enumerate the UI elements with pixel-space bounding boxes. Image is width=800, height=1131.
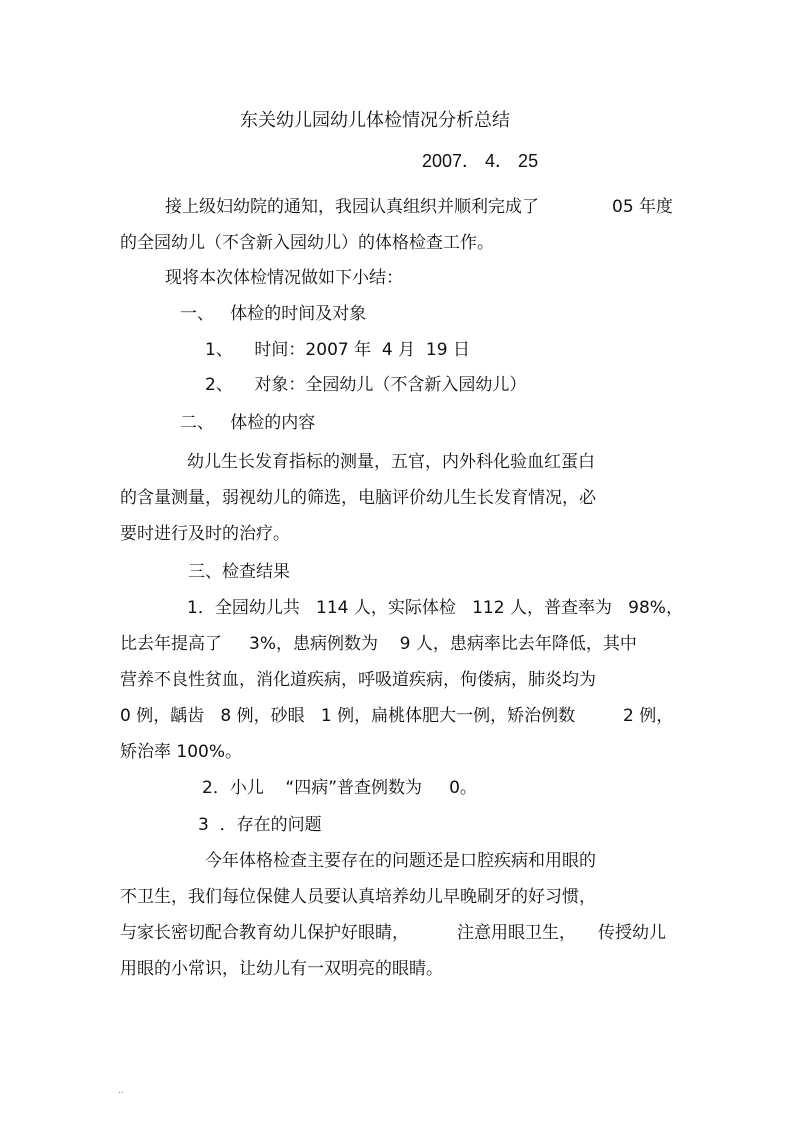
section-3-heading: 三、检查结果 — [188, 562, 290, 582]
footer-mark: .. — [118, 1086, 124, 1096]
document-date: 2007． 4． 25 — [422, 151, 539, 171]
result-3-heading: 3 ．存在的问题 — [198, 815, 322, 835]
section-2-para-line-3: 要时进行及时的治疗。 — [120, 524, 290, 544]
result-2: 2．小儿 “四病”普查例数为 0。 — [202, 778, 477, 798]
intro-line-2: 的全园幼儿（不含新入园幼儿）的体格检查工作。 — [120, 233, 494, 253]
document-title: 东关幼儿园幼儿体检情况分析总结 — [240, 110, 510, 131]
result-3-line-1: 今年体格检查主要存在的问题还是口腔疾病和用眼的 — [205, 851, 596, 871]
section-2-para-line-1: 幼儿生长发育指标的测量，五官，内外科化验血红蛋白 — [187, 452, 595, 472]
section-1-item-1: 1、 时间：2007 年 4 月 19 日 — [205, 340, 470, 360]
result-3-line-3-tail: 传授幼儿 — [598, 923, 666, 943]
result-1-line-4-tail: 2 例， — [623, 706, 674, 726]
section-2-heading: 二、 体检的内容 — [180, 413, 316, 433]
result-3-line-3: 与家长密切配合教育幼儿保护好眼睛， — [120, 923, 409, 943]
intro-line-1: 接上级妇幼院的通知，我园认真组织并顺利完成了 — [165, 197, 539, 217]
intro-line-3: 现将本次体检情况做如下小结： — [165, 268, 403, 288]
section-2-para-line-2: 的含量测量，弱视幼儿的筛选，电脑评价幼儿生长发育情况，必 — [120, 488, 596, 508]
intro-line-1-tail: 05 年度 — [612, 197, 674, 217]
section-1-heading: 一、 体检的时间及对象 — [180, 304, 367, 324]
result-3-line-3-mid: 注意用眼卫生， — [457, 923, 576, 943]
result-1-line-4: 0 例，龋齿 8 例，砂眼 1 例，扁桃体肥大一例，矫治例数 — [120, 706, 576, 726]
result-3-line-2: 不卫生，我们每位保健人员要认真培养幼儿早晚刷牙的好习惯， — [120, 887, 596, 907]
result-1-line-5: 矫治率 100%。 — [120, 742, 243, 762]
result-1-line-3: 营养不良性贫血，消化道疾病，呼吸道疾病，佝偻病，肺炎均为 — [120, 670, 596, 690]
result-1-line-2: 比去年提高了 3%，患病例数为 9 人，患病率比去年降低，其中 — [120, 634, 637, 654]
result-3-line-4: 用眼的小常识，让幼儿有一双明亮的眼睛。 — [120, 959, 443, 979]
section-1-item-2: 2、 对象：全园幼儿（不含新入园幼儿） — [205, 375, 527, 395]
result-1-line-1: 1．全园幼儿共 114 人，实际体检 112 人，普查率为 98%， — [187, 598, 683, 618]
